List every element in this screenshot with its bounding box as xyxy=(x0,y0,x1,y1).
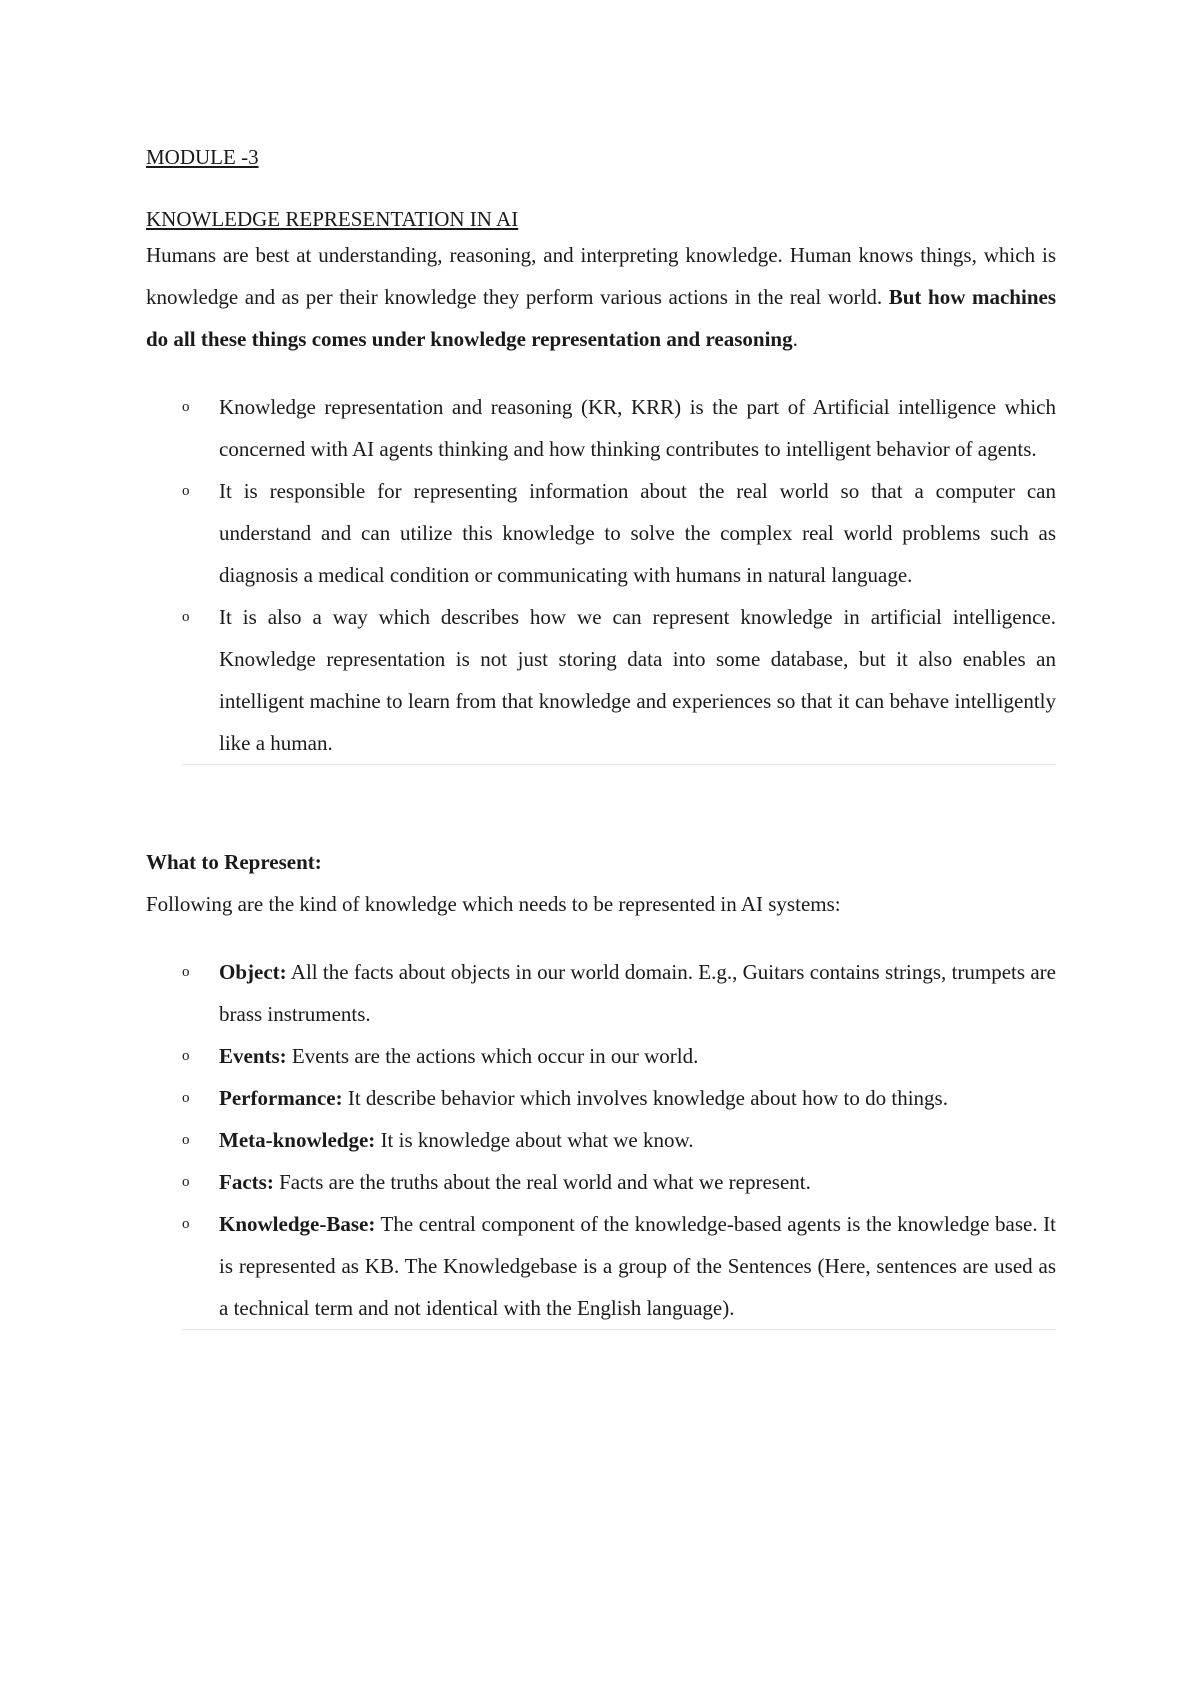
bullet-marker: o xyxy=(182,609,190,625)
bullet-marker: o xyxy=(182,399,190,415)
bullet-marker: o xyxy=(182,1132,190,1148)
item-text: It is knowledge about what we know. xyxy=(375,1128,694,1152)
intro-text: Humans are best at understanding, reasoning, and interpreting knowledge. Human knows things, which is knowledge and as per their knowledge they perform various actions in the real world. xyxy=(146,243,1056,309)
item-term: Meta-knowledge: xyxy=(219,1128,376,1152)
list-item-text: It is responsible for representing information about the real world so that a computer can understand and can utilize this knowledge to solve the complex real world problems such as diagnosis a medical condition or communicating with humans in natural language. xyxy=(219,479,1056,587)
item-term: Knowledge-Base: xyxy=(219,1212,376,1236)
item-term: Events: xyxy=(219,1044,287,1068)
item-text: The central component of the knowledge-based agents is the knowledge base. It is represented as KB. The Knowledgebase is a group of the Sentences (Here, sentences are used as a technical term and not identical with the English language). xyxy=(219,1212,1056,1320)
section-divider xyxy=(182,764,1056,765)
intro-paragraph xyxy=(146,234,1056,360)
item-text: Facts are the truths about the real world and what we represent. xyxy=(273,1170,811,1194)
document-page xyxy=(146,142,1056,1330)
item-term: Object: xyxy=(219,960,287,984)
intro-end: . xyxy=(792,327,798,351)
list-item xyxy=(146,470,1056,596)
section2-intro: Following are the kind of knowledge which needs to be represented in AI systems: xyxy=(146,892,841,916)
bullet-marker: o xyxy=(182,1090,190,1106)
section-title-what-to-represent: What to Represent: xyxy=(146,850,322,874)
section-title-knowledge-representation: KNOWLEDGE REPRESENTATION IN AI xyxy=(146,207,519,231)
bullet-marker: o xyxy=(182,964,190,980)
list-item xyxy=(146,1119,1056,1161)
bullet-marker: o xyxy=(182,483,190,499)
item-term: Performance: xyxy=(219,1086,343,1110)
item-text: It describe behavior which involves knowledge about how to do things. xyxy=(342,1086,948,1110)
list-item xyxy=(146,1077,1056,1119)
list-item xyxy=(146,596,1056,764)
kr-bullet-list xyxy=(146,386,1056,764)
represent-bullet-list xyxy=(146,951,1056,1329)
item-text: All the facts about objects in our world domain. E.g., Guitars contains strings, trumpets are brass instruments. xyxy=(219,960,1056,1026)
intro-bold-text: But how machines do all these things comes under knowledge representation and reasoning xyxy=(146,285,1056,351)
module-title: MODULE -3 xyxy=(146,145,259,169)
section-divider xyxy=(182,1329,1056,1330)
bullet-marker: o xyxy=(182,1174,190,1190)
list-item-text: Knowledge representation and reasoning (KR, KRR) is the part of Artificial intelligence which concerned with AI agents thinking and how thinking contributes to intelligent behavior of agents. xyxy=(219,395,1056,461)
item-term: Facts: xyxy=(219,1170,274,1194)
list-item xyxy=(146,1035,1056,1077)
list-item-text: It is also a way which describes how we can represent knowledge in artificial intelligence. Knowledge representation is not just storing data into some database, but it also enables an intelligent machine to learn from that knowledge and experiences so that it can behave intelligently like a human. xyxy=(219,605,1056,755)
item-text: Events are the actions which occur in our world. xyxy=(286,1044,699,1068)
bullet-marker: o xyxy=(182,1216,190,1232)
list-item xyxy=(146,1203,1056,1329)
list-item xyxy=(146,951,1056,1035)
list-item xyxy=(146,1161,1056,1203)
list-item xyxy=(146,386,1056,470)
bullet-marker: o xyxy=(182,1048,190,1064)
